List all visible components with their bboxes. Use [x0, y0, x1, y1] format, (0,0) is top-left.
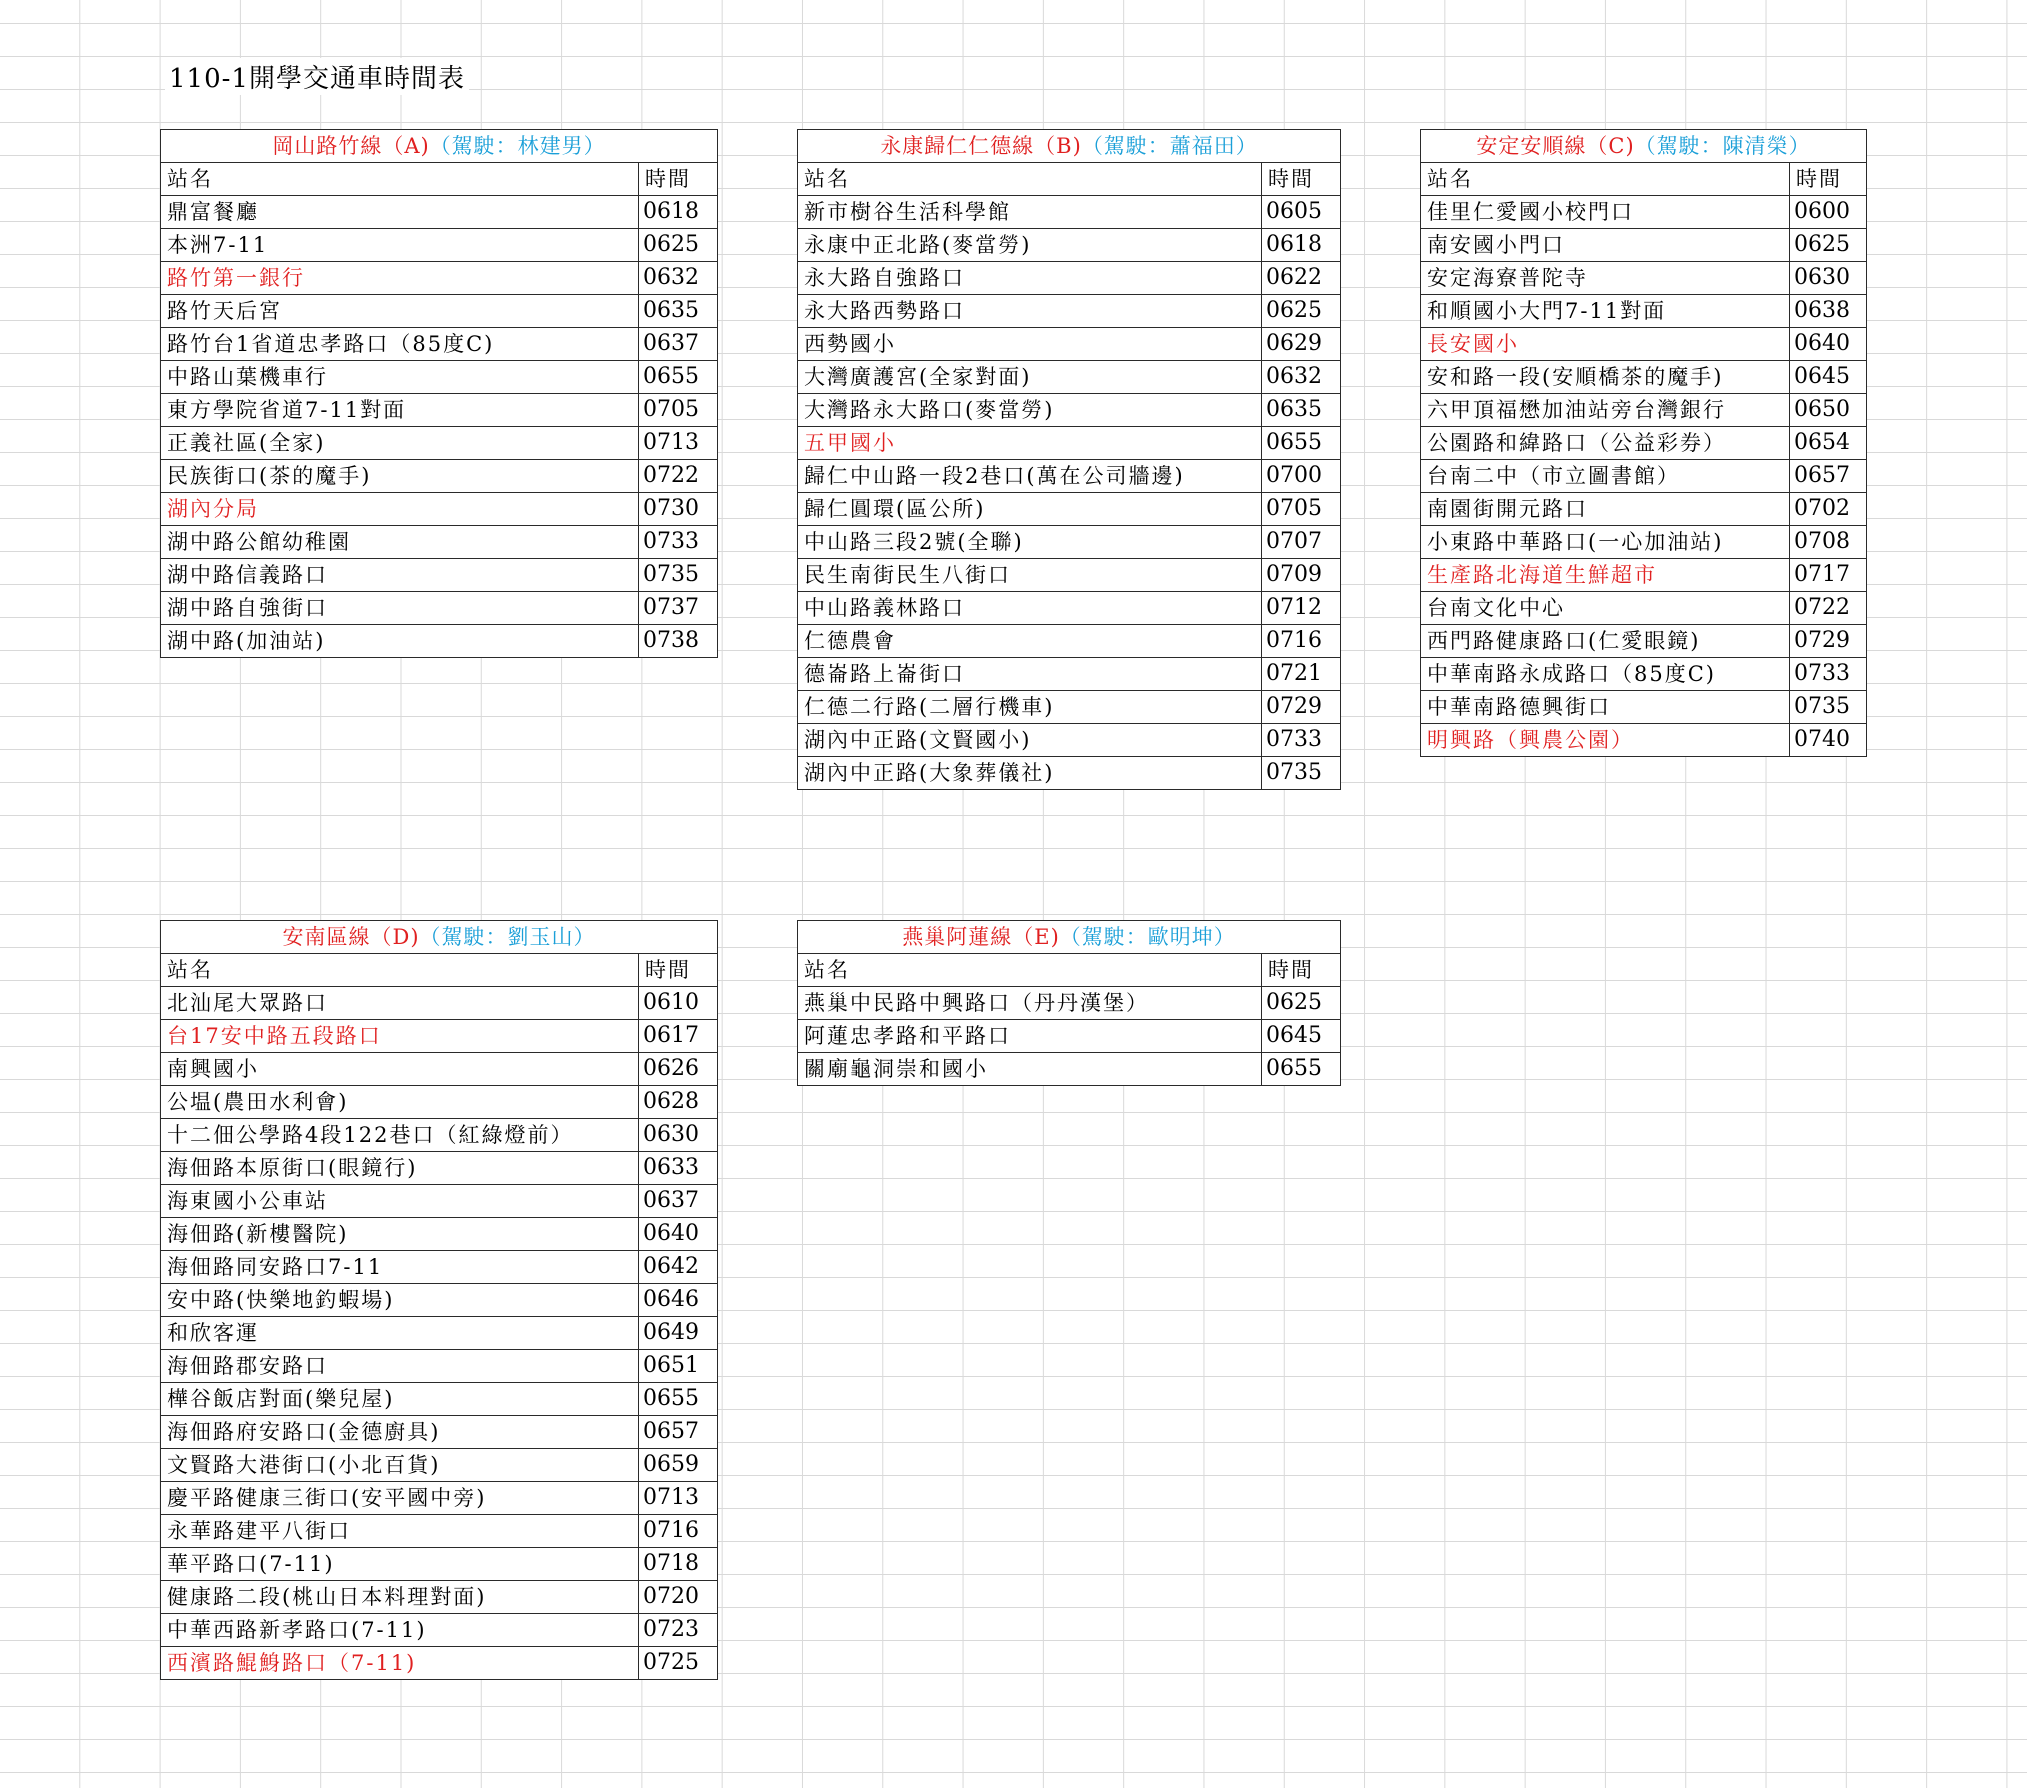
stop-time: 0632 [639, 262, 718, 295]
stop-name: 中山路義林路口 [798, 592, 1262, 625]
route-header-row [161, 921, 718, 954]
table-row [161, 1251, 718, 1284]
stop-time: 0646 [639, 1284, 718, 1317]
stop-name: 和欣客運 [161, 1317, 639, 1350]
stop-time: 0637 [639, 1185, 718, 1218]
stop-name: 六甲頂福懋加油站旁台灣銀行 [1421, 394, 1790, 427]
stop-name: 湖內中正路(文賢國小) [798, 724, 1262, 757]
stop-name: 大灣廣護宮(全家對面) [798, 361, 1262, 394]
stop-time: 0625 [1262, 295, 1341, 328]
table-row [161, 1317, 718, 1350]
stop-name: 明興路（興農公園） [1421, 724, 1790, 757]
stop-name: 民族街口(茶的魔手) [161, 460, 639, 493]
table-row [798, 559, 1341, 592]
table-row [161, 493, 718, 526]
stop-name: 海佃路郡安路口 [161, 1350, 639, 1383]
route-header [1421, 130, 1867, 163]
table-row [1421, 262, 1867, 295]
table-row [161, 1119, 718, 1152]
table-row [161, 1581, 718, 1614]
route-header-row [798, 130, 1341, 163]
table-row [161, 1548, 718, 1581]
stop-time: 0725 [639, 1647, 718, 1680]
stop-time: 0640 [1790, 328, 1867, 361]
column-header-row [161, 163, 718, 196]
stop-time: 0657 [639, 1416, 718, 1449]
route-header-row [161, 130, 718, 163]
stop-name: 中路山葉機車行 [161, 361, 639, 394]
route-name: 安定安順線（C) [1476, 134, 1635, 158]
stop-name: 湖內分局 [161, 493, 639, 526]
table-row [798, 427, 1341, 460]
table-row [1421, 559, 1867, 592]
table-row [161, 394, 718, 427]
stop-time: 0637 [639, 328, 718, 361]
table-row [161, 526, 718, 559]
stop-time: 0605 [1262, 196, 1341, 229]
stop-name: 路竹天后宮 [161, 295, 639, 328]
stop-name: 小東路中華路口(一心加油站) [1421, 526, 1790, 559]
table-row [1421, 592, 1867, 625]
stop-name: 民生南街民生八街口 [798, 559, 1262, 592]
stop-time: 0654 [1790, 427, 1867, 460]
stop-time: 0707 [1262, 526, 1341, 559]
stop-time: 0651 [639, 1350, 718, 1383]
stop-time: 0628 [639, 1086, 718, 1119]
stop-time: 0716 [639, 1515, 718, 1548]
table-row [798, 526, 1341, 559]
stop-name: 台南二中（市立圖書館） [1421, 460, 1790, 493]
route-name: 安南區線（D) [282, 925, 420, 949]
stop-time: 0708 [1790, 526, 1867, 559]
route-table-b [797, 129, 1341, 790]
stop-name: 台南文化中心 [1421, 592, 1790, 625]
table-row [161, 196, 718, 229]
table-row [161, 1086, 718, 1119]
stop-name: 海佃路本原街口(眼鏡行) [161, 1152, 639, 1185]
stop-time: 0645 [1262, 1020, 1341, 1053]
stop-name: 正義社區(全家) [161, 427, 639, 460]
stop-name: 北汕尾大眾路口 [161, 987, 639, 1020]
table-row [161, 1383, 718, 1416]
stop-time: 0630 [639, 1119, 718, 1152]
time-column-header: 時間 [1262, 163, 1341, 196]
stop-name: 南園街開元路口 [1421, 493, 1790, 526]
stop-name: 安中路(快樂地釣蝦場) [161, 1284, 639, 1317]
stop-name: 和順國小大門7-11對面 [1421, 295, 1790, 328]
column-header-row [1421, 163, 1867, 196]
stop-name: 五甲國小 [798, 427, 1262, 460]
stop-name: 公塭(農田水利會) [161, 1086, 639, 1119]
table-row [1421, 658, 1867, 691]
stop-time: 0655 [639, 1383, 718, 1416]
route-header-row [1421, 130, 1867, 163]
table-row [161, 1647, 718, 1680]
stop-time: 0622 [1262, 262, 1341, 295]
stop-time: 0625 [1262, 987, 1341, 1020]
stop-name: 大灣路永大路口(麥當勞) [798, 394, 1262, 427]
stop-time: 0655 [1262, 427, 1341, 460]
stop-time: 0618 [639, 196, 718, 229]
stop-name: 歸仁中山路一段2巷口(萬在公司牆邊) [798, 460, 1262, 493]
stop-time: 0717 [1790, 559, 1867, 592]
stop-time: 0625 [1790, 229, 1867, 262]
table-row [161, 1449, 718, 1482]
stop-name: 仁德二行路(二層行機車) [798, 691, 1262, 724]
table-row [798, 1020, 1341, 1053]
table-row [798, 1053, 1341, 1086]
stop-name: 本洲7-11 [161, 229, 639, 262]
table-row [798, 592, 1341, 625]
table-row [1421, 460, 1867, 493]
stop-name: 仁德農會 [798, 625, 1262, 658]
stop-time: 0635 [1262, 394, 1341, 427]
table-row [1421, 196, 1867, 229]
stop-time: 0705 [639, 394, 718, 427]
table-row [798, 493, 1341, 526]
stop-time: 0629 [1262, 328, 1341, 361]
stop-name: 湖內中正路(大象葬儀社) [798, 757, 1262, 790]
stop-time: 0705 [1262, 493, 1341, 526]
route-table-a [160, 129, 718, 658]
stop-time: 0722 [1790, 592, 1867, 625]
stop-name: 永大路自強路口 [798, 262, 1262, 295]
stop-time: 0626 [639, 1053, 718, 1086]
station-column-header: 站名 [161, 954, 639, 987]
stop-name: 十二佃公學路4段122巷口（紅綠燈前） [161, 1119, 639, 1152]
driver-name: （駕駛：陳清榮） [1634, 134, 1811, 158]
stop-name: 永大路西勢路口 [798, 295, 1262, 328]
stop-time: 0700 [1262, 460, 1341, 493]
table-row [798, 658, 1341, 691]
route-name: 燕巢阿蓮線（E) [902, 925, 1060, 949]
stop-name: 西門路健康路口(仁愛眼鏡) [1421, 625, 1790, 658]
driver-name: （駕駛：劉玉山） [419, 925, 596, 949]
stop-name: 南興國小 [161, 1053, 639, 1086]
page-title: 110-1開學交通車時間表 [165, 58, 469, 95]
stop-time: 0721 [1262, 658, 1341, 691]
route-name: 永康歸仁仁德線（B) [880, 134, 1082, 158]
stop-time: 0632 [1262, 361, 1341, 394]
stop-name: 西勢國小 [798, 328, 1262, 361]
station-column-header: 站名 [798, 954, 1262, 987]
table-row [161, 1482, 718, 1515]
stop-name: 安定海寮普陀寺 [1421, 262, 1790, 295]
stop-time: 0638 [1790, 295, 1867, 328]
stop-time: 0657 [1790, 460, 1867, 493]
table-row [1421, 394, 1867, 427]
table-row [798, 262, 1341, 295]
table-row [798, 987, 1341, 1020]
stop-name: 中華西路新孝路口(7-11) [161, 1614, 639, 1647]
stop-time: 0655 [639, 361, 718, 394]
route-header [161, 130, 718, 163]
table-row [161, 295, 718, 328]
stop-name: 湖中路(加油站) [161, 625, 639, 658]
stop-name: 長安國小 [1421, 328, 1790, 361]
stop-time: 0635 [639, 295, 718, 328]
table-row [1421, 229, 1867, 262]
stop-name: 歸仁圓環(區公所) [798, 493, 1262, 526]
stop-name: 海佃路府安路口(金德廚具) [161, 1416, 639, 1449]
table-row [1421, 361, 1867, 394]
time-column-header: 時間 [1790, 163, 1867, 196]
stop-name: 湖中路自強街口 [161, 592, 639, 625]
table-row [1421, 526, 1867, 559]
table-row [161, 1515, 718, 1548]
stop-time: 0618 [1262, 229, 1341, 262]
stop-time: 0649 [639, 1317, 718, 1350]
stop-time: 0729 [1790, 625, 1867, 658]
stop-name: 南安國小門口 [1421, 229, 1790, 262]
stop-name: 台17安中路五段路口 [161, 1020, 639, 1053]
table-row [798, 724, 1341, 757]
table-row [798, 394, 1341, 427]
stop-time: 0659 [639, 1449, 718, 1482]
station-column-header: 站名 [161, 163, 639, 196]
table-row [161, 1614, 718, 1647]
table-row [798, 691, 1341, 724]
table-row [161, 460, 718, 493]
route-name: 岡山路竹線（A) [272, 134, 430, 158]
table-row [161, 1152, 718, 1185]
stop-time: 0709 [1262, 559, 1341, 592]
table-row [161, 361, 718, 394]
stop-name: 關廟龜洞崇和國小 [798, 1053, 1262, 1086]
driver-name: （駕駛：林建男） [429, 134, 606, 158]
stop-time: 0650 [1790, 394, 1867, 427]
stop-name: 路竹台1省道忠孝路口（85度C) [161, 328, 639, 361]
station-column-header: 站名 [798, 163, 1262, 196]
station-column-header: 站名 [1421, 163, 1790, 196]
route-header [798, 130, 1341, 163]
stop-name: 燕巢中民路中興路口（丹丹漢堡） [798, 987, 1262, 1020]
stop-name: 湖中路公館幼稚園 [161, 526, 639, 559]
stop-time: 0733 [1262, 724, 1341, 757]
stop-name: 健康路二段(桃山日本料理對面) [161, 1581, 639, 1614]
stop-name: 中華南路德興街口 [1421, 691, 1790, 724]
stop-name: 中華南路永成路口（85度C) [1421, 658, 1790, 691]
table-row [798, 196, 1341, 229]
stop-name: 東方學院省道7-11對面 [161, 394, 639, 427]
route-header-row [798, 921, 1341, 954]
stop-time: 0735 [1790, 691, 1867, 724]
time-column-header: 時間 [639, 163, 718, 196]
stop-time: 0733 [639, 526, 718, 559]
stop-time: 0730 [639, 493, 718, 526]
table-row [798, 625, 1341, 658]
stop-name: 德崙路上崙街口 [798, 658, 1262, 691]
stop-name: 湖中路信義路口 [161, 559, 639, 592]
table-row [798, 757, 1341, 790]
route-header [161, 921, 718, 954]
route-table-d [160, 920, 718, 1680]
stop-time: 0733 [1790, 658, 1867, 691]
stop-time: 0655 [1262, 1053, 1341, 1086]
stop-name: 安和路一段(安順橋茶的魔手) [1421, 361, 1790, 394]
table-row [798, 328, 1341, 361]
stop-name: 海佃路同安路口7-11 [161, 1251, 639, 1284]
stop-time: 0640 [639, 1218, 718, 1251]
stop-time: 0713 [639, 427, 718, 460]
table-row [1421, 691, 1867, 724]
stop-name: 文賢路大港街口(小北百貨) [161, 1449, 639, 1482]
driver-name: （駕駛：歐明坤） [1059, 925, 1236, 949]
stop-time: 0735 [1262, 757, 1341, 790]
table-row [161, 262, 718, 295]
stop-time: 0720 [639, 1581, 718, 1614]
table-row [161, 987, 718, 1020]
time-column-header: 時間 [639, 954, 718, 987]
stop-time: 0642 [639, 1251, 718, 1284]
stop-name: 華平路口(7-11) [161, 1548, 639, 1581]
stop-name: 海佃路(新樓醫院) [161, 1218, 639, 1251]
stop-name: 生產路北海道生鮮超市 [1421, 559, 1790, 592]
stop-time: 0610 [639, 987, 718, 1020]
stop-time: 0716 [1262, 625, 1341, 658]
table-row [1421, 295, 1867, 328]
time-column-header: 時間 [1262, 954, 1341, 987]
table-row [1421, 328, 1867, 361]
column-header-row [161, 954, 718, 987]
stop-time: 0633 [639, 1152, 718, 1185]
stop-name: 中山路三段2號(全聯) [798, 526, 1262, 559]
route-table-e [797, 920, 1341, 1086]
stop-time: 0722 [639, 460, 718, 493]
stop-name: 慶平路健康三街口(安平國中旁) [161, 1482, 639, 1515]
stop-time: 0723 [639, 1614, 718, 1647]
stop-name: 新市樹谷生活科學館 [798, 196, 1262, 229]
column-header-row [798, 954, 1341, 987]
table-row [161, 1350, 718, 1383]
stop-time: 0737 [639, 592, 718, 625]
table-row [161, 229, 718, 262]
table-row [161, 592, 718, 625]
table-row [161, 1020, 718, 1053]
table-row [161, 625, 718, 658]
stop-time: 0735 [639, 559, 718, 592]
table-row [161, 1284, 718, 1317]
table-row [1421, 724, 1867, 757]
table-row [798, 229, 1341, 262]
table-row [161, 1053, 718, 1086]
stop-time: 0740 [1790, 724, 1867, 757]
table-row [161, 1218, 718, 1251]
stop-time: 0712 [1262, 592, 1341, 625]
driver-name: （駕駛：蕭福田） [1081, 134, 1258, 158]
table-row [161, 1185, 718, 1218]
table-row [798, 460, 1341, 493]
stop-time: 0702 [1790, 493, 1867, 526]
stop-time: 0645 [1790, 361, 1867, 394]
table-row [798, 361, 1341, 394]
stop-name: 永華路建平八街口 [161, 1515, 639, 1548]
stop-time: 0718 [639, 1548, 718, 1581]
stop-name: 樺谷飯店對面(樂兒屋) [161, 1383, 639, 1416]
stop-time: 0600 [1790, 196, 1867, 229]
column-header-row [798, 163, 1341, 196]
route-table-c [1420, 129, 1867, 757]
stop-name: 阿蓮忠孝路和平路口 [798, 1020, 1262, 1053]
table-row [798, 295, 1341, 328]
stop-name: 公園路和緯路口（公益彩券） [1421, 427, 1790, 460]
table-row [161, 559, 718, 592]
stop-name: 佳里仁愛國小校門口 [1421, 196, 1790, 229]
stop-name: 海東國小公車站 [161, 1185, 639, 1218]
stop-time: 0617 [639, 1020, 718, 1053]
table-row [1421, 427, 1867, 460]
table-row [1421, 625, 1867, 658]
table-row [161, 328, 718, 361]
table-row [161, 427, 718, 460]
stop-time: 0625 [639, 229, 718, 262]
route-header [798, 921, 1341, 954]
stop-name: 西濱路鯤鯓路口（7-11) [161, 1647, 639, 1680]
stop-name: 永康中正北路(麥當勞) [798, 229, 1262, 262]
stop-name: 鼎富餐廳 [161, 196, 639, 229]
stop-time: 0713 [639, 1482, 718, 1515]
stop-time: 0729 [1262, 691, 1341, 724]
stop-name: 路竹第一銀行 [161, 262, 639, 295]
table-row [1421, 493, 1867, 526]
stop-time: 0738 [639, 625, 718, 658]
table-row [161, 1416, 718, 1449]
stop-time: 0630 [1790, 262, 1867, 295]
